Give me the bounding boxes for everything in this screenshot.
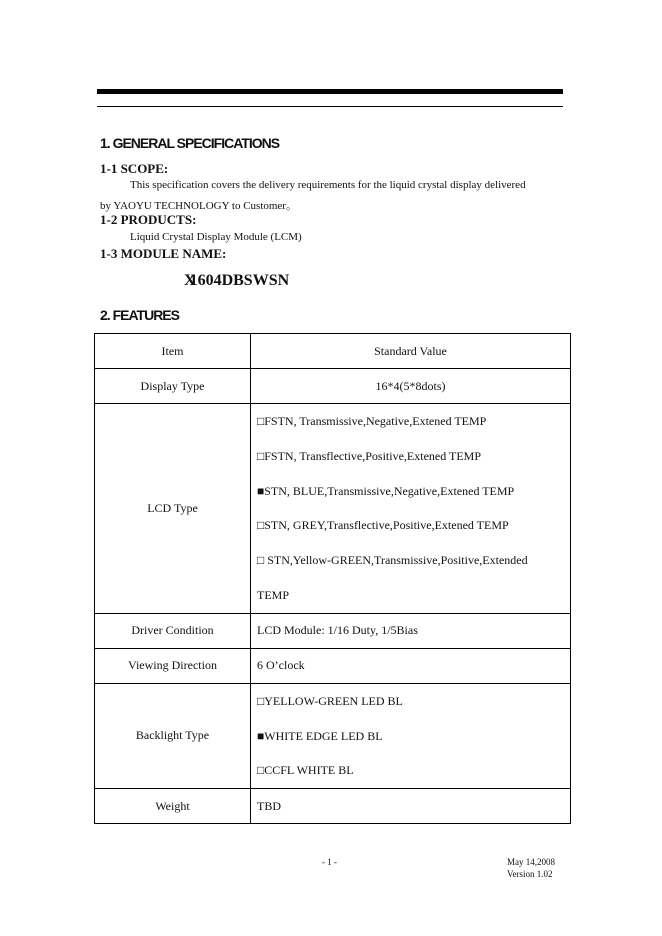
row-label: Backlight Type bbox=[95, 683, 251, 788]
option: □YELLOW-GREEN LED BL bbox=[257, 693, 403, 708]
row-value: LCD Module: 1/16 Duty, 1/5Bias bbox=[251, 613, 571, 648]
table-row bbox=[95, 404, 571, 614]
header-item: Item bbox=[95, 334, 251, 369]
row-value: TBD bbox=[251, 789, 571, 824]
table-row bbox=[95, 334, 571, 369]
header-thin-rule bbox=[97, 106, 563, 107]
module-name bbox=[184, 272, 289, 290]
row-label: Driver Condition bbox=[95, 613, 251, 648]
option: □FSTN, Transmissive,Negative,Extened TEMP bbox=[257, 414, 487, 428]
scope-label: 1-1 SCOPE: bbox=[100, 161, 169, 176]
option: □CCFL WHITE BL bbox=[257, 763, 354, 778]
option: ■WHITE EDGE LED BL bbox=[257, 728, 383, 743]
row-label: Weight bbox=[95, 789, 251, 824]
products-text: Liquid Crystal Display Module (LCM) bbox=[130, 231, 302, 243]
backlight-options bbox=[251, 683, 571, 788]
scope-text-1: This specification covers the delivery requirements for the liquid crystal display delivered bbox=[130, 179, 526, 191]
row-label: Viewing Direction bbox=[95, 648, 251, 683]
section-2-title: 2. FEATURES bbox=[100, 307, 179, 323]
option: □ STN,Yellow-GREEN,Transmissive,Positive,Extended bbox=[257, 553, 528, 568]
option: □STN, GREY,Transflective,Positive,Extened TEMP bbox=[257, 518, 509, 533]
features-table bbox=[94, 333, 571, 824]
table-row bbox=[95, 648, 571, 683]
row-label: LCD Type bbox=[95, 404, 251, 614]
row-value: 16*4(5*8dots) bbox=[251, 369, 571, 404]
row-label: Display Type bbox=[95, 369, 251, 404]
scope-text-2: by YAOYU TECHNOLOGY to Customer。 bbox=[100, 200, 297, 212]
table-row bbox=[95, 613, 571, 648]
option: □FSTN, Transflective,Positive,Extened TEMP bbox=[257, 448, 482, 463]
module-name-prefix: X bbox=[184, 272, 190, 289]
option: TEMP bbox=[257, 587, 290, 602]
table-row bbox=[95, 369, 571, 404]
module-name-rest: 1604DBSWSN bbox=[189, 272, 290, 289]
lcd-type-options bbox=[251, 404, 571, 614]
products-label: 1-2 PRODUCTS: bbox=[100, 212, 197, 227]
option: ■STN, BLUE,Transmissive,Negative,Extened TEMP bbox=[257, 483, 515, 498]
header-thick-rule bbox=[97, 89, 563, 94]
footer-version: Version 1.02 bbox=[507, 869, 553, 879]
footer-date: May 14,2008 bbox=[507, 857, 555, 867]
header-standard-value: Standard Value bbox=[251, 334, 571, 369]
table-row bbox=[95, 683, 571, 788]
section-1-title: 1. GENERAL SPECIFICATIONS bbox=[100, 135, 280, 151]
table-row bbox=[95, 789, 571, 824]
row-value: 6 O’clock bbox=[251, 648, 571, 683]
module-name-label: 1-3 MODULE NAME: bbox=[100, 246, 227, 261]
page-number: - 1 - bbox=[322, 857, 337, 867]
